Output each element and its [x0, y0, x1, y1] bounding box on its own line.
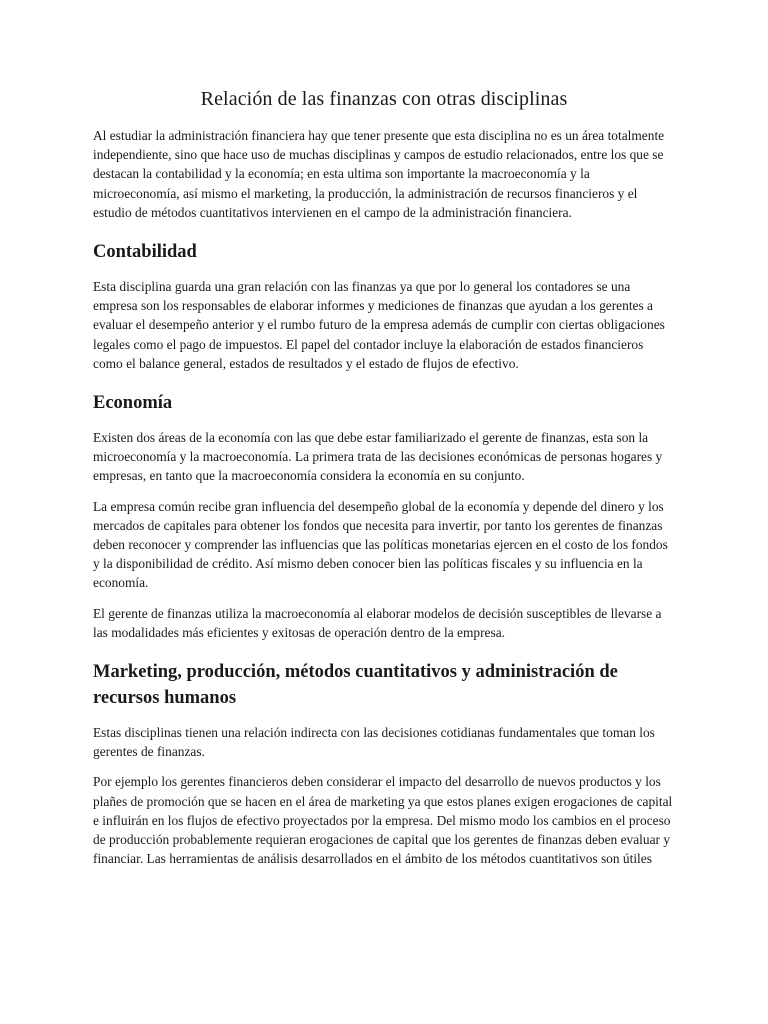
contabilidad-paragraph-1: Esta disciplina guarda una gran relación con las finanzas ya que por lo general los contadores se una empresa son los responsables de elaborar informes y mediciones de finanzas que ayudan a los gerentes a evaluar el desempeño anterior y el rumbo futuro de la empresa además de cumplir con ciertas obligaciones legales como el pago de impuestos. El papel del contador incluye la elaboración de estados financieros como el balance general, estados de resultados y el estado de flujos de efectivo. [93, 279, 665, 371]
section-heading-contabilidad: Contabilidad [93, 242, 197, 263]
economia-paragraph-1: Existen dos áreas de la economía con las que debe estar familiarizado el gerente de finanzas, esta son la microeconomía y la macroeconomía. La primera trata de las decisiones económicas de personas hogares y empresas, en tanto que la macroeconomía considera la economía en su conjunto. [93, 430, 663, 484]
economia-paragraph-3: El gerente de finanzas utiliza la macroeconomía al elaborar modelos de decisión susceptibles de llevarse a las modalidades más eficientes y exitosas de operación dentro de la empresa. [93, 605, 662, 640]
section-heading-economia: Economía [93, 393, 173, 414]
economia-paragraph-2: La empresa común recibe gran influencia del desempeño global de la economía y depende del dinero y los mercados de capitales para obtener los fondos que necesita para invertir, por tanto los gerentes de finanzas deben reconocer y comprender las influencias que las políticas monetarias ejercen en el costo de los fondos y la disponibilidad de crédito. Así mismo deben conocer bien las políticas fiscales y su influencia en la economía. [93, 498, 668, 591]
marketing-paragraph-2: Por ejemplo los gerentes financieros deben considerar el impacto del desarrollo de nuevos productos y los plañes de promoción que se hacen en el área de marketing ya que estos planes exigen erogaciones de capital e influirán en los flujos de efectivo proyectados por la empresa. Del mismo modo los cambios en el proceso de producción probablemente requieran erogaciones de capital que los gerentes de finanzas deben evaluar y financiar. Las herramientas de análisis desarrollados en el ámbito de los métodos cuantitativos son útiles [93, 774, 673, 867]
document-title: Relación de las finanzas con otras disciplinas [200, 88, 568, 110]
marketing-paragraph-1: Estas disciplinas tienen una relación indirecta con las decisiones cotidianas fundamentales que toman los gerentes de finanzas. [93, 725, 655, 760]
intro-paragraph: Al estudiar la administración financiera hay que tener presente que esta disciplina no es un área totalmente independiente, sino que hace uso de muchas disciplinas y campos de estudio relacionados, entre los que se destacan la contabilidad y la economía; en esta ultima son importante la macroeconomía y la microeconomía, así mismo el marketing, la producción, la administración de recursos financieros y el estudio de métodos cuantitativos intervienen en el campo de la administración financiera. [93, 128, 665, 220]
section-heading-marketing: Marketing, producción, métodos cuantitativos y administración de recursos humanos [93, 662, 618, 709]
